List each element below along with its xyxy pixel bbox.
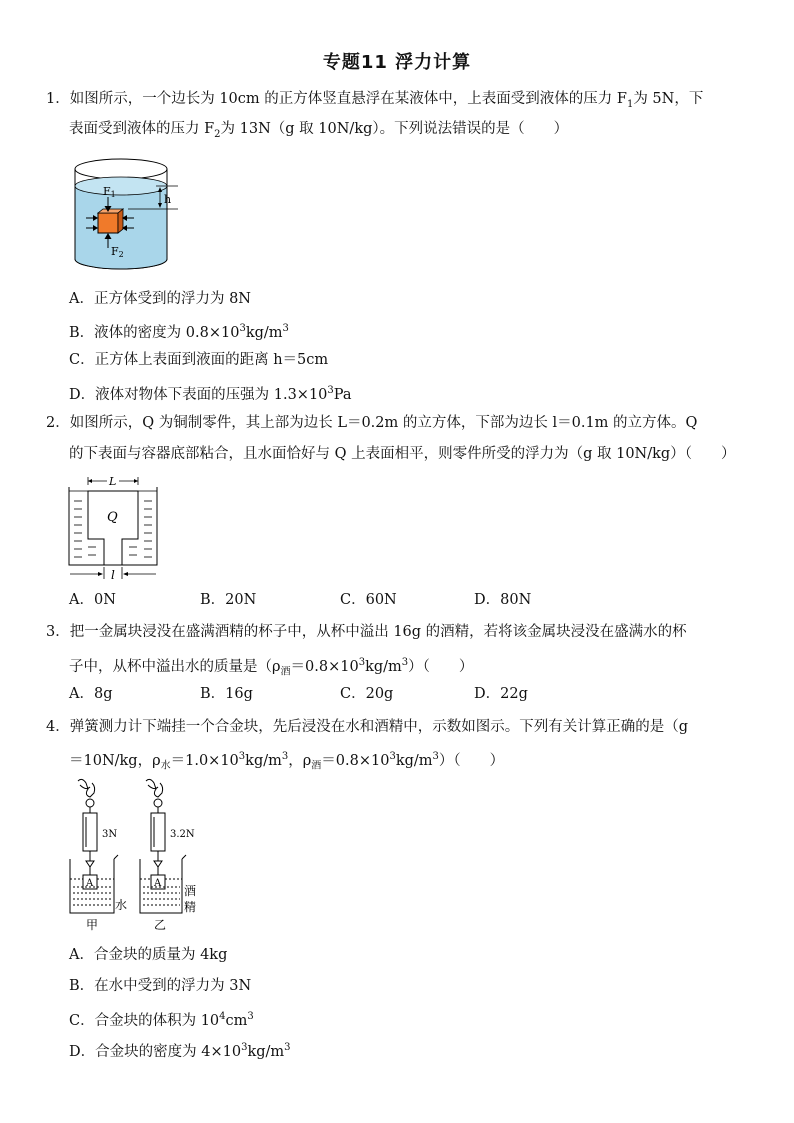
q1-option-b: B．液体的密度为 $0.8\times 10^3kg/m^3$ [69,323,289,341]
q3-stem-line1: 3．把一金属块浸没在盛满酒精的杯子中，从杯中溢出 16g 的酒精，若将该金属块浸没在盛满水的杯 [46,624,687,640]
q4-option-c: C．合金块的体积为 $10^4cm^3$ [69,1011,254,1029]
q4-reading-alcohol: 3.2N [170,829,195,840]
q2-stem-line2: 的下表面与容器底部粘合，且水面恰好与 Q 上表面相平，则零件所受的浮力为（g 取 10N/kg）（ ） [69,446,736,462]
q1-stem-line1: 1．如图所示，一个边长为 10cm 的正方体竖直悬浮在某液体中，上表面受到液体的压力 $F_1$为 5N，下 [46,91,704,110]
q2-L-label: L [109,475,117,488]
page-title: 专题11 浮力计算 [322,52,472,73]
q4-stem-line2: ＝10N/kg，$\rho_水=1.0\times 10^3kg/m^3$，$\rho_酒=0.8\times 10^3kg/m^3$）（ ） [69,751,505,772]
q2-option-c: C．60N [340,592,397,608]
q4-jia-label: 甲 [86,918,99,932]
q4-stem-line1: 4．弹簧测力计下端挂一个合金块，先后浸没在水和酒精中，示数如图示。下列有关计算正确的是（g [46,719,689,735]
q3-option-a: A．8g [69,686,113,702]
q4-option-b: B．在水中受到的浮力为 3N [69,978,252,994]
q4-yi-label: 乙 [154,918,167,932]
q2-option-d: D．80N [474,592,532,608]
q3-option-d: D．22g [474,686,528,702]
q4-alcohol-label-1: 酒 [184,884,197,898]
q2-l-label: l [111,568,115,582]
q4-alcohol-label-2: 精 [184,900,197,914]
q1-stem-line2: 表面受到液体的压力 $F_2$为 13N（g 取 10N/kg）。下列说法错误的是（ ） [69,121,569,140]
q2-stem-line1: 2．如图所示，Q 为铜制零件，其上部为边长 L＝0.2m 的立方体，下部为边长 l＝0.1m 的立方体。Q [46,415,698,431]
q2-figure-container [66,473,166,585]
q3-stem-line2: 子中，从杯中溢出水的质量是$(\rho_酒=0.8\times 10^3kg/m^3)$（ ） [69,657,474,678]
q2-Q-label: Q [107,510,118,525]
q1-h-label: h [164,193,172,206]
q1-figure-cylinder [66,152,186,276]
q1-f1-label: F1 [103,185,116,199]
q4-water-label: 水 [115,898,128,912]
q1-f2-label: F2 [111,245,124,259]
q2-option-b: B．20N [200,592,257,608]
q1-option-a: A．正方体受到的浮力为 8N [69,291,251,307]
q1-option-d: D．液体对物体下表面的压强为 $1.3\times 10^3Pa$ [69,385,352,403]
q3-option-c: C．20g [340,686,394,702]
q1-option-c: C．正方体上表面到液面的距离 h＝5cm [69,352,329,368]
q4-block-a-1: A [86,878,94,889]
q2-option-a: A．0N [69,592,116,608]
q4-figure-spring-scales [64,775,214,935]
q4-reading-water: 3N [102,829,118,840]
q4-block-a-2: A [154,878,162,889]
q4-option-d: D．合金块的密度为 $4\times 10^3kg/m^3$ [69,1042,291,1060]
q4-option-a: A．合金块的质量为 4kg [69,947,228,963]
q3-option-b: B．16g [200,686,253,702]
